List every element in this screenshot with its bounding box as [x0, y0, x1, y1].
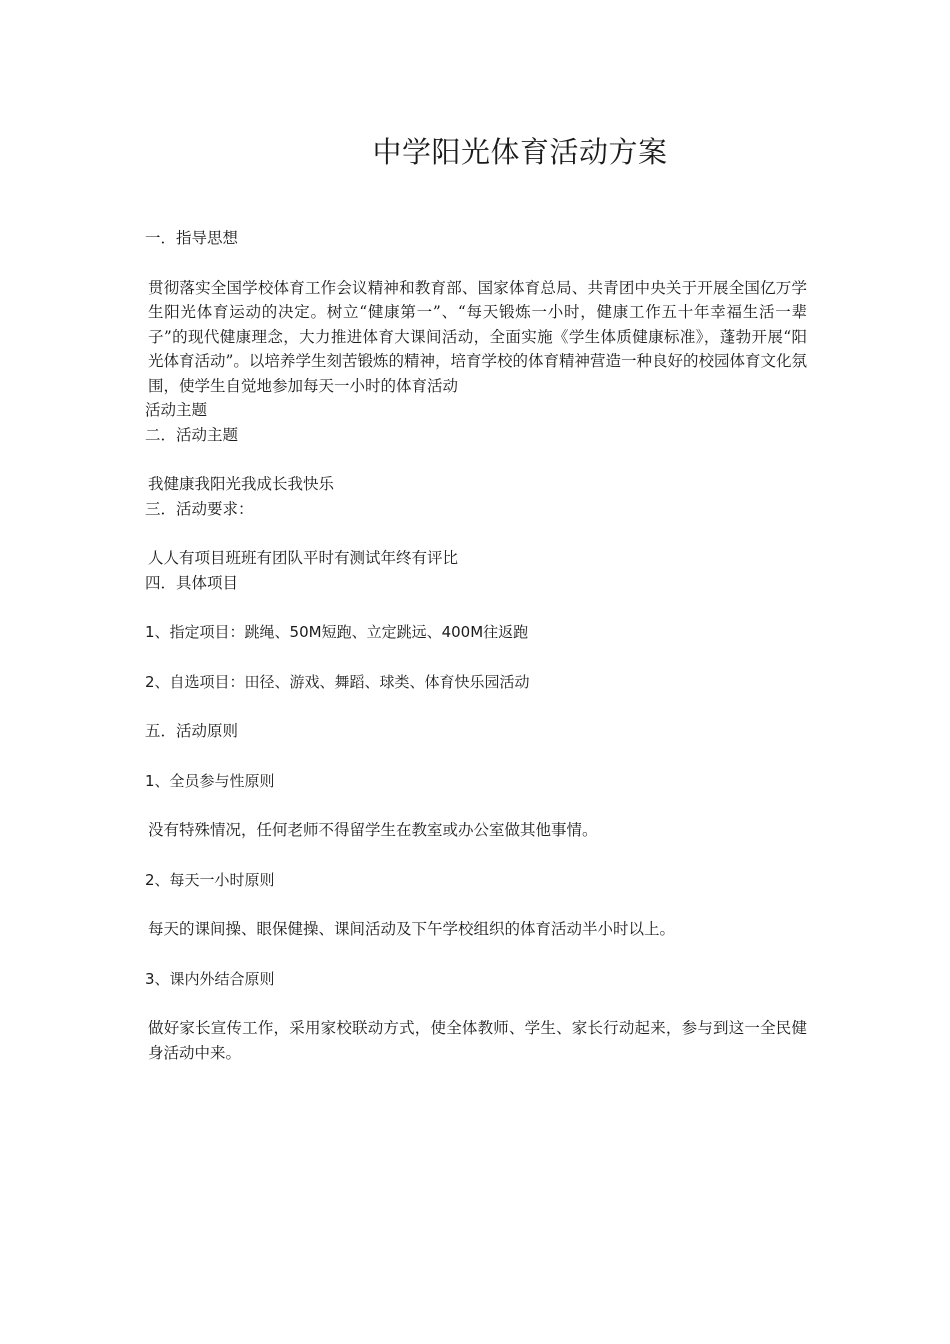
optional-items: 2、自选项目：田径、游戏、舞蹈、球类、体育快乐园活动: [145, 672, 530, 691]
principle-2-body: 每天的课间操、眼保健操、课间活动及下午学校组织的体育活动半小时以上。: [148, 920, 676, 938]
principle-3-body: 做好家长宣传工作，采用家校联动方式，使全体教师、学生、家长行动起来，参与到这一全民健身活动中来。: [148, 1019, 807, 1062]
section-heading-specific-items: 四．具体项目: [145, 573, 239, 592]
principle-1-body: 没有特殊情况，任何老师不得留学生在教室或办公室做其他事情。: [148, 821, 598, 839]
principle-1-title: 1、全员参与性原则: [145, 771, 275, 790]
activity-requirements-text: 人人有项目班班有团队平时有测试年终有评比: [148, 549, 459, 567]
section-heading-activity-principles: 五．活动原则: [145, 722, 239, 740]
guiding-ideology-paragraph: 贯彻落实全国学校体育工作会议精神和教育部、国家体育总局、共青团中央关于开展全国亿万学生阳光体育运动的决定。树立“健康第一”、“每天锻炼一小时，健康工作五十年幸福生活一辈子”的现代健康理念，大力推进体育大课间活动，全面实施《学生体质健康标准》，蓬勃开展“阳光体育活动”。以培养学生刻苦锻炼的精神，培育学校的体育精神营造一种良好的校园体育文化氛围，使学生自觉地参加每天一小时的体育活动: [148, 278, 807, 395]
section-heading-activity-requirements: 三．活动要求：: [145, 499, 254, 518]
designated-items: 1、指定项目：跳绳、50M短跑、立定跳远、400M往返跑: [145, 623, 529, 641]
activity-theme-text: 我健康我阳光我成长我快乐: [148, 475, 335, 493]
document-title: 中学阳光体育活动方案: [372, 135, 668, 169]
activity-theme-label: 活动主题: [145, 401, 208, 419]
section-heading-activity-theme: 二．活动主题: [145, 425, 239, 444]
principle-2-title: 2、每天一小时原则: [145, 870, 275, 889]
section-heading-guiding-ideology: 一．指导思想: [145, 229, 239, 247]
principle-3-title: 3、课内外结合原则: [145, 969, 275, 988]
document-body: [145, 226, 807, 1090]
